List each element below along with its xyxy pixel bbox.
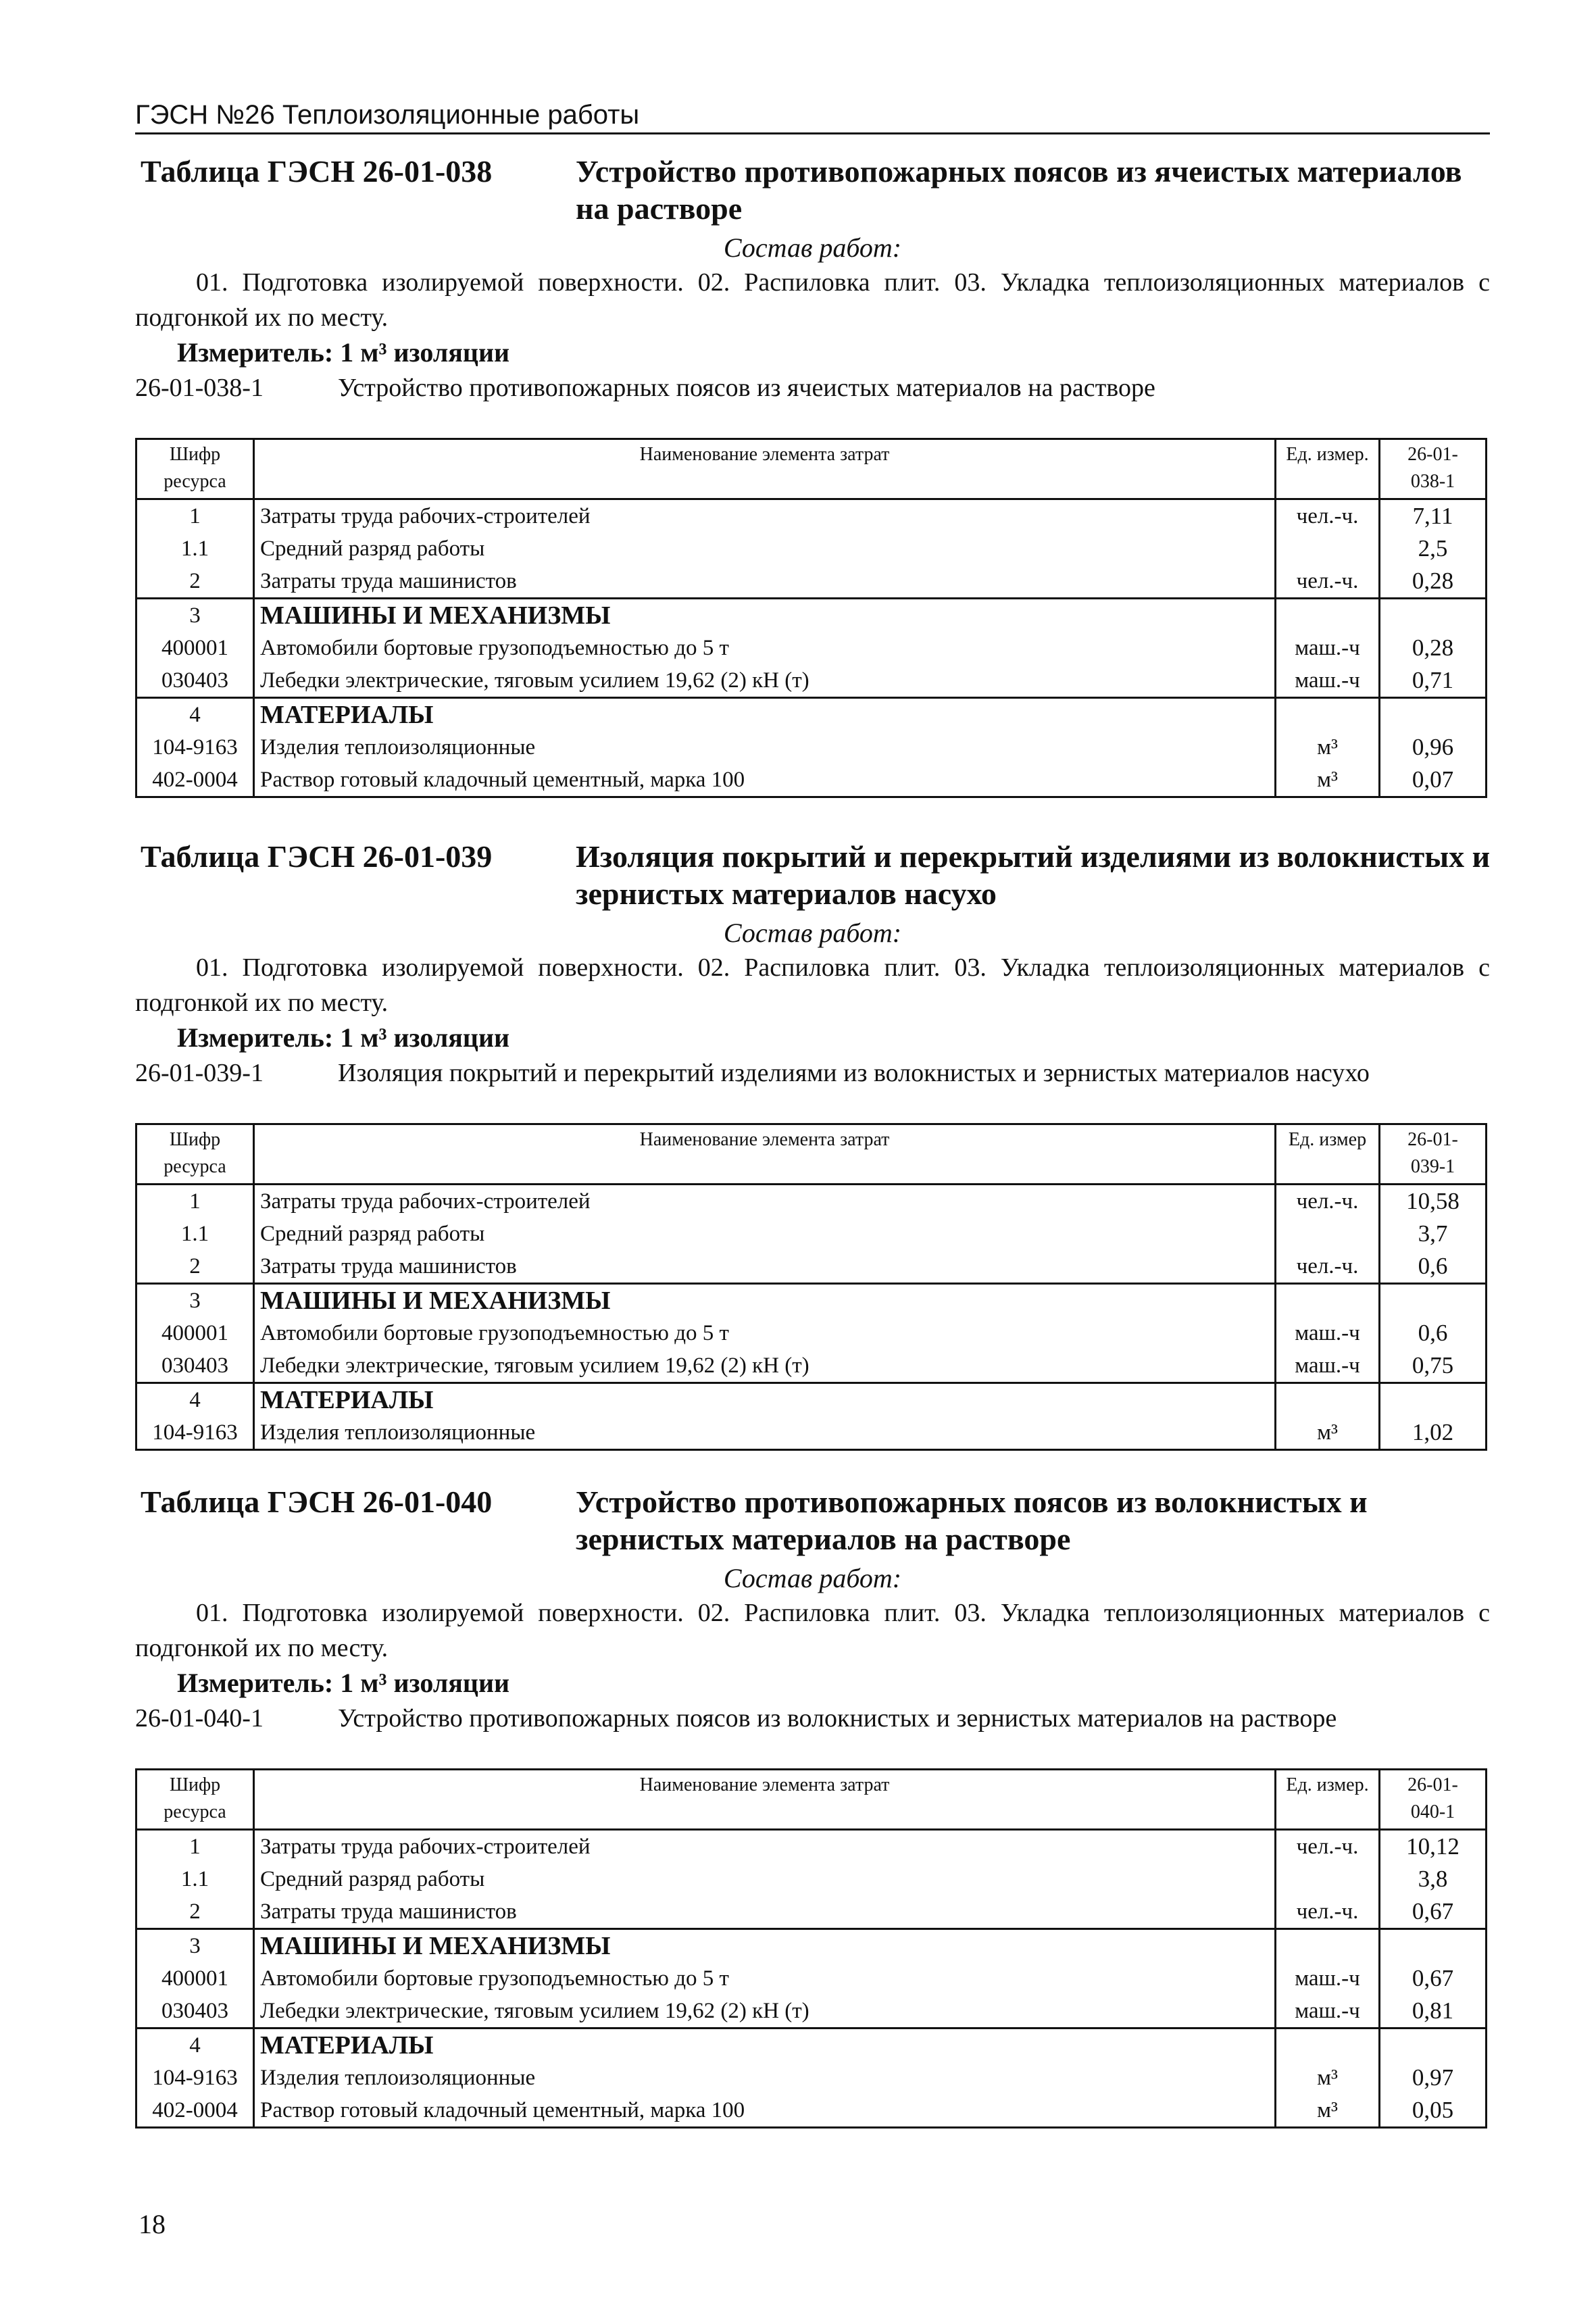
norm-name: Устройство противопожарных поясов из ячеистых материалов на растворе [338, 374, 1155, 402]
header-norm: 26-01- 039-1 [1380, 1124, 1487, 1185]
table-row: 402-0004 Раствор готовый кладочный цементный, марка 100 м³ 0,07 [136, 764, 1487, 797]
table-label: Таблица ГЭСН 26-01-039 [141, 839, 493, 874]
header-name: Наименование элемента затрат [254, 439, 1276, 499]
table-heading [135, 1483, 1490, 1558]
table-row: 3 МАШИНЫ И МЕХАНИЗМЫ [136, 1284, 1487, 1318]
meter: Измеритель: 1 м³ изоляции [177, 337, 510, 368]
table-heading [135, 153, 1490, 227]
table-row: 104-9163 Изделия теплоизоляционные м³ 0,96 [136, 731, 1487, 764]
composition-text: 01. Подготовка изолируемой поверхности. 02. Распиловка плит. 03. Укладка теплоизоляционных материалов с подгонкой их по месту. [135, 953, 1490, 1017]
composition-title: Состав работ: [723, 1563, 902, 1593]
header-name: Наименование элемента затрат [254, 1124, 1276, 1185]
composition-text: 01. Подготовка изолируемой поверхности. 02. Распиловка плит. 03. Укладка теплоизоляционных материалов с подгонкой их по месту. [135, 1599, 1490, 1662]
table-row: 030403 Лебедки электрические, тяговым усилием 19,62 (2) кН (т) маш.-ч 0,75 [136, 1349, 1487, 1383]
meter: Измеритель: 1 м³ изоляции [177, 1022, 510, 1053]
norm-name: Устройство противопожарных поясов из волокнистых и зернистых материалов на растворе [338, 1704, 1337, 1733]
composition-title: Состав работ: [723, 918, 902, 948]
section-26-01-040 [135, 1483, 1490, 2129]
header-norm: 26-01- 038-1 [1380, 439, 1487, 499]
table-row: 400001 Автомобили бортовые грузоподъемностью до 5 т маш.-ч 0,28 [136, 632, 1487, 664]
table-row: 1.1 Средний разряд работы 2,5 [136, 532, 1487, 565]
norm-code: 26-01-038-1 [135, 374, 264, 402]
table-row: 3 МАШИНЫ И МЕХАНИЗМЫ [136, 1929, 1487, 1963]
table-header-row [136, 439, 1487, 499]
norm-code: 26-01-040-1 [135, 1704, 264, 1733]
resource-table [135, 1123, 1487, 1451]
table-title: Устройство противопожарных поясов из волокнистых и зернистых материалов на растворе [576, 1485, 1368, 1556]
table-row: 400001 Автомобили бортовые грузоподъемностью до 5 т маш.-ч 0,67 [136, 1962, 1487, 1995]
resource-table [135, 438, 1487, 798]
meter: Измеритель: 1 м³ изоляции [177, 1668, 510, 1698]
norm-line [135, 1055, 1490, 1091]
table-row: 1 Затраты труда рабочих-строителей чел.-ч. 7,11 [136, 499, 1487, 533]
page-number: 18 [139, 2209, 166, 2239]
table-row: 402-0004 Раствор готовый кладочный цементный, марка 100 м³ 0,05 [136, 2094, 1487, 2128]
header-unit: Ед. измер [1276, 1124, 1380, 1185]
table-row: 030403 Лебедки электрические, тяговым усилием 19,62 (2) кН (т) маш.-ч 0,71 [136, 664, 1487, 698]
table-row: 4 МАТЕРИАЛЫ [136, 1383, 1487, 1417]
header-code: Шифр ресурса [136, 439, 254, 499]
table-label: Таблица ГЭСН 26-01-038 [141, 154, 493, 189]
norm-line [135, 370, 1490, 405]
section-26-01-039 [135, 838, 1490, 1451]
table-header-row [136, 1124, 1487, 1185]
table-row: 2 Затраты труда машинистов чел.-ч. 0,6 [136, 1250, 1487, 1284]
table-row: 1.1 Средний разряд работы 3,7 [136, 1218, 1487, 1250]
table-row: 104-9163 Изделия теплоизоляционные м³ 1,02 [136, 1416, 1487, 1450]
table-row: 4 МАТЕРИАЛЫ [136, 2028, 1487, 2062]
table-label: Таблица ГЭСН 26-01-040 [141, 1485, 493, 1519]
table-row: 2 Затраты труда машинистов чел.-ч. 0,67 [136, 1895, 1487, 1929]
table-row: 1.1 Средний разряд работы 3,8 [136, 1863, 1487, 1895]
header-code: Шифр ресурса [136, 1770, 254, 1830]
table-heading [135, 838, 1490, 912]
table-title: Устройство противопожарных поясов из ячеистых материалов на растворе [576, 154, 1462, 226]
table-row: 3 МАШИНЫ И МЕХАНИЗМЫ [136, 599, 1487, 632]
norm-name: Изоляция покрытий и перекрытий изделиями из волокнистых и зернистых материалов насухо [338, 1059, 1370, 1087]
header-unit: Ед. измер. [1276, 1770, 1380, 1830]
table-title: Изоляция покрытий и перекрытий изделиями из волокнистых и зернистых материалов насухо [576, 839, 1491, 911]
header-name: Наименование элемента затрат [254, 1770, 1276, 1830]
table-row: 4 МАТЕРИАЛЫ [136, 698, 1487, 732]
section-26-01-038 [135, 153, 1490, 798]
norm-code: 26-01-039-1 [135, 1059, 264, 1087]
table-row: 400001 Автомобили бортовые грузоподъемностью до 5 т маш.-ч 0,6 [136, 1317, 1487, 1349]
table-header-row [136, 1770, 1487, 1830]
header-norm: 26-01- 040-1 [1380, 1770, 1487, 1830]
header-code: Шифр ресурса [136, 1124, 254, 1185]
norm-line [135, 1701, 1490, 1736]
table-row: 2 Затраты труда машинистов чел.-ч. 0,28 [136, 565, 1487, 599]
running-header: ГЭСН №26 Теплоизоляционные работы [135, 99, 1490, 134]
table-row: 104-9163 Изделия теплоизоляционные м³ 0,97 [136, 2062, 1487, 2094]
table-row: 030403 Лебедки электрические, тяговым усилием 19,62 (2) кН (т) маш.-ч 0,81 [136, 1995, 1487, 2028]
table-row: 1 Затраты труда рабочих-строителей чел.-ч. 10,12 [136, 1830, 1487, 1864]
header-unit: Ед. измер. [1276, 439, 1380, 499]
composition-text: 01. Подготовка изолируемой поверхности. 02. Распиловка плит. 03. Укладка теплоизоляционных материалов с подгонкой их по месту. [135, 268, 1490, 332]
table-row: 1 Затраты труда рабочих-строителей чел.-ч. 10,58 [136, 1185, 1487, 1218]
resource-table [135, 1768, 1487, 2129]
composition-title: Состав работ: [723, 232, 902, 263]
